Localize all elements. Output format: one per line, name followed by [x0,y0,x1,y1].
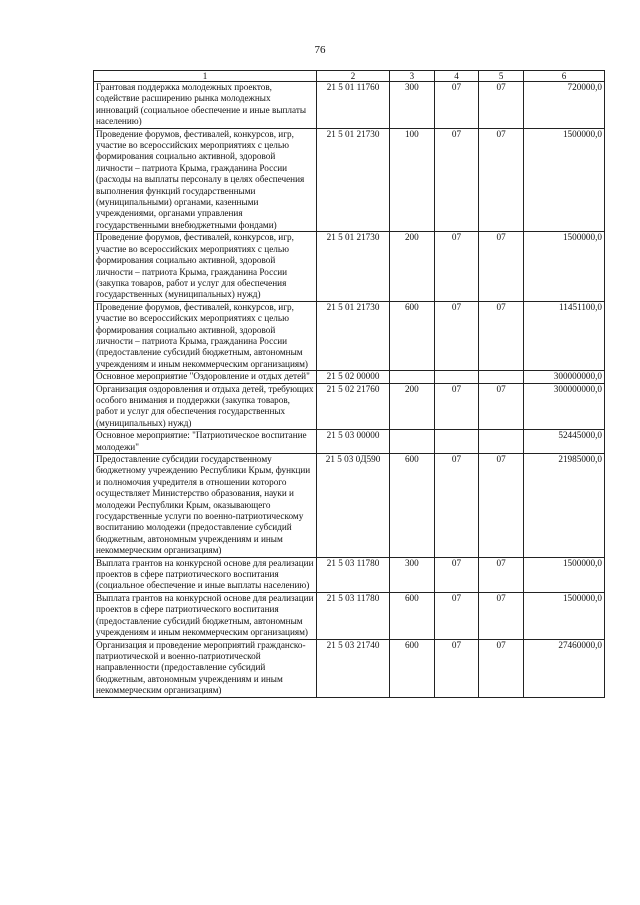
table-row [94,454,605,558]
table-row [94,557,605,592]
row-section-cell: 07 [434,592,479,639]
row-sum-cell: 300000000,0 [523,383,604,430]
row-sum-cell: 21985000,0 [523,454,604,558]
row-sum-cell: 27460000,0 [523,639,604,697]
row-name-cell: Проведение форумов, фестивалей, конкурсов, игр, участие во всероссийских мероприятиях с целью формирования социально активной, здоровой личности – патриота Крыма, гражданина России (предоставление субсидий бюджетным, автономным учреждениям и иным некоммерческим организациям) [94,301,317,370]
row-sum-cell: 1500000,0 [523,232,604,301]
row-name-cell: Предоставление субсидии государственному бюджетному учреждению Республики Крым, функции и полномочия учредителя в отношении которого осуществляет Министерство образования, науки и молодежи Республики Крым, оказывающего государственные услуги по военно-патриотическому воспитанию молодежи (предоставление субсидий бюджетным, автономным учреждениям и иным некоммерческим организациям) [94,454,317,558]
row-section-cell: 07 [434,639,479,697]
header-cell: 1 [94,71,317,82]
row-subsection-cell [479,371,524,383]
header-cell: 2 [317,71,390,82]
row-name-cell: Проведение форумов, фестивалей, конкурсов, игр, участие во всероссийских мероприятиях с целью формирования социально активной, здоровой личности – патриота Крыма, гражданина России (закупка товаров, работ и услуг для обеспечения государственных (муниципальных) нужд) [94,232,317,301]
row-section-cell: 07 [434,82,479,129]
row-section-cell: 07 [434,454,479,558]
row-section-cell [434,371,479,383]
row-name-cell: Грантовая поддержка молодежных проектов, содействие расширению рынка молодежных инноваций (социальное обеспечение и иные выплаты населению) [94,82,317,129]
row-expense-type-cell: 300 [390,557,435,592]
table-row [94,82,605,129]
row-sum-cell: 720000,0 [523,82,604,129]
row-code-cell: 21 5 03 00000 [317,430,390,454]
row-code-cell: 21 5 01 21730 [317,232,390,301]
budget-table [93,70,605,698]
page-number: 76 [314,44,326,56]
row-section-cell: 07 [434,557,479,592]
row-section-cell: 07 [434,232,479,301]
row-name-cell: Выплата грантов на конкурсной основе для реализации проектов в сфере патриотического воспитания (предоставление субсидий бюджетным, автономным учреждениям и иным некоммерческим организациям) [94,592,317,639]
row-sum-cell: 300000000,0 [523,371,604,383]
row-section-cell: 07 [434,383,479,430]
header-cell: 4 [434,71,479,82]
row-expense-type-cell: 200 [390,383,435,430]
row-expense-type-cell: 200 [390,232,435,301]
header-row [94,71,605,82]
row-sum-cell: 11451100,0 [523,301,604,370]
row-expense-type-cell [390,430,435,454]
row-code-cell: 21 5 01 21730 [317,128,390,232]
row-subsection-cell [479,430,524,454]
row-name-cell: Организация оздоровления и отдыха детей, требующих особого внимания и поддержки (закупка товаров, работ и услуг для обеспечения государственных (муниципальных) нужд) [94,383,317,430]
row-subsection-cell: 07 [479,639,524,697]
row-section-cell: 07 [434,301,479,370]
row-expense-type-cell: 600 [390,592,435,639]
table-row [94,430,605,454]
row-expense-type-cell [390,371,435,383]
row-name-cell: Выплата грантов на конкурсной основе для реализации проектов в сфере патриотического воспитания (социальное обеспечение и иные выплаты населению) [94,557,317,592]
row-sum-cell: 1500000,0 [523,557,604,592]
row-subsection-cell: 07 [479,232,524,301]
row-expense-type-cell: 600 [390,639,435,697]
row-name-cell: Проведение форумов, фестивалей, конкурсов, игр, участие во всероссийских мероприятиях с целью формирования социально активной, здоровой личности – патриота Крыма, гражданина России (расходы на выплаты персоналу в целях обеспечения выполнения функций государственными (муниципальными) органами, казенными учреждениями, органами управления государственными внебюджетными фондами) [94,128,317,232]
row-code-cell: 21 5 03 21740 [317,639,390,697]
table-row [94,371,605,383]
row-expense-type-cell: 600 [390,454,435,558]
row-sum-cell: 52445000,0 [523,430,604,454]
header-cell: 3 [390,71,435,82]
row-subsection-cell: 07 [479,454,524,558]
row-subsection-cell: 07 [479,557,524,592]
table-row [94,639,605,697]
table-row [94,301,605,370]
row-code-cell: 21 5 02 00000 [317,371,390,383]
row-subsection-cell: 07 [479,82,524,129]
row-subsection-cell: 07 [479,128,524,232]
table-row [94,592,605,639]
row-code-cell: 21 5 03 11780 [317,557,390,592]
row-section-cell: 07 [434,128,479,232]
row-sum-cell: 1500000,0 [523,592,604,639]
table-row [94,383,605,430]
row-sum-cell: 1500000,0 [523,128,604,232]
row-code-cell: 21 5 02 21760 [317,383,390,430]
row-section-cell [434,430,479,454]
table-row [94,232,605,301]
row-code-cell: 21 5 01 21730 [317,301,390,370]
table-body [94,82,605,698]
row-code-cell: 21 5 01 11760 [317,82,390,129]
row-expense-type-cell: 100 [390,128,435,232]
row-name-cell: Организация и проведение мероприятий гражданско-патриотической и военно-патриотической направленности (предоставление субсидий бюджетным, автономным учреждениям и иным некоммерческим организациям) [94,639,317,697]
row-expense-type-cell: 600 [390,301,435,370]
row-subsection-cell: 07 [479,592,524,639]
row-code-cell: 21 5 03 11780 [317,592,390,639]
row-name-cell: Основное мероприятие: "Патриотическое воспитание молодежи" [94,430,317,454]
row-subsection-cell: 07 [479,301,524,370]
table-row [94,128,605,232]
row-code-cell: 21 5 03 0Д590 [317,454,390,558]
row-expense-type-cell: 300 [390,82,435,129]
header-cell: 6 [523,71,604,82]
row-name-cell: Основное мероприятие "Оздоровление и отдых детей" [94,371,317,383]
row-subsection-cell: 07 [479,383,524,430]
header-cell: 5 [479,71,524,82]
